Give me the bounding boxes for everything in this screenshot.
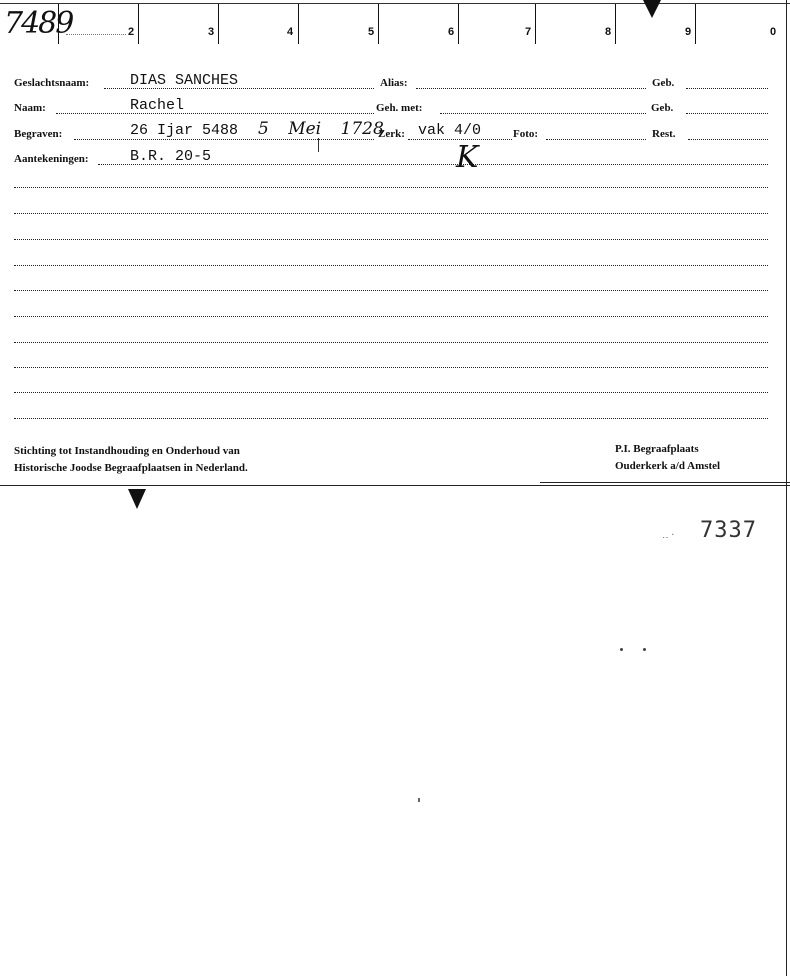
scan-speck — [643, 648, 646, 651]
blank-line — [14, 367, 768, 368]
notes-value: B.R. 20-5 — [130, 148, 212, 165]
column-number: 0 — [770, 26, 777, 38]
blank-line — [14, 187, 768, 188]
blank-line — [14, 392, 768, 393]
column-number: 2 — [128, 26, 135, 38]
footer-left-line1: Stichting tot Instandhouding en Onderhoud van — [14, 445, 240, 457]
card-bottom-edge — [0, 485, 790, 486]
footer-right-line1: P.I. Begraafplaats — [615, 443, 699, 455]
column-divider — [615, 4, 616, 44]
born1-line — [686, 88, 768, 89]
blank-line — [14, 265, 768, 266]
rest-label: Rest. — [652, 128, 676, 140]
stamp-dots: ‥ · — [662, 530, 675, 541]
column-divider — [58, 4, 59, 44]
footer-right-line2: Ouderkerk a/d Amstel — [615, 460, 721, 472]
footer-left-line2: Historische Joodse Begraafplaatsen in Nederland. — [14, 462, 248, 474]
buried-label: Begraven: — [14, 128, 63, 140]
blank-line — [14, 342, 768, 343]
column-number: 8 — [605, 26, 612, 38]
buried-line — [74, 139, 374, 140]
column-divider — [378, 4, 379, 44]
married-label: Geh. met: — [376, 102, 423, 114]
footer-left — [14, 443, 248, 477]
marker-triangle-bottom — [128, 489, 146, 509]
footer-right — [615, 441, 720, 475]
marker-triangle-top — [643, 0, 661, 18]
column-divider — [695, 4, 696, 44]
blank-line — [14, 418, 768, 419]
column-number: 9 — [685, 26, 692, 38]
card-right-edge — [786, 0, 787, 976]
blank-line — [14, 316, 768, 317]
notes-handwritten-mark: K — [456, 140, 479, 175]
blank-line — [14, 239, 768, 240]
tomb-value: vak 4/0 — [418, 122, 482, 139]
notes-label: Aantekeningen: — [14, 153, 89, 165]
name-line — [56, 113, 374, 114]
born2-line — [686, 113, 768, 114]
name-label: Naam: — [14, 102, 46, 114]
alias-label: Alias: — [380, 77, 408, 89]
blank-line — [14, 213, 768, 214]
married-line — [440, 113, 646, 114]
column-number: 4 — [287, 26, 294, 38]
top-border — [0, 3, 790, 4]
scan-speck — [418, 798, 420, 802]
card-number-handwritten: 7489 — [4, 6, 73, 41]
column-divider — [218, 4, 219, 44]
scan-speck — [620, 648, 623, 651]
photo-label: Foto: — [513, 128, 539, 140]
alias-line — [416, 88, 646, 89]
born1-label: Geb. — [652, 77, 675, 89]
born2-label: Geb. — [651, 102, 674, 114]
buried-handwritten: 5 Mei 1728 — [258, 119, 384, 139]
column-number: 7 — [525, 26, 532, 38]
name-value: Rachel — [130, 97, 185, 114]
column-number: 6 — [448, 26, 455, 38]
column-number: 5 — [368, 26, 375, 38]
column-divider — [298, 4, 299, 44]
card-number-scribble — [66, 24, 126, 35]
column-divider — [138, 4, 139, 44]
column-divider — [458, 4, 459, 44]
rest-line — [688, 139, 768, 140]
column-number: 3 — [208, 26, 215, 38]
photo-line — [546, 139, 646, 140]
surname-value: DIAS SANCHES — [130, 72, 239, 89]
card-bottom-edge-right — [540, 482, 790, 483]
blank-line — [14, 290, 768, 291]
column-divider — [535, 4, 536, 44]
tomb-label: Zerk: — [378, 128, 405, 140]
surname-label: Geslachtsnaam: — [14, 77, 90, 89]
stamp-number: 7337 — [700, 518, 757, 543]
handwriting-stroke — [318, 138, 319, 152]
buried-value: 26 Ijar 5488 — [130, 122, 239, 139]
